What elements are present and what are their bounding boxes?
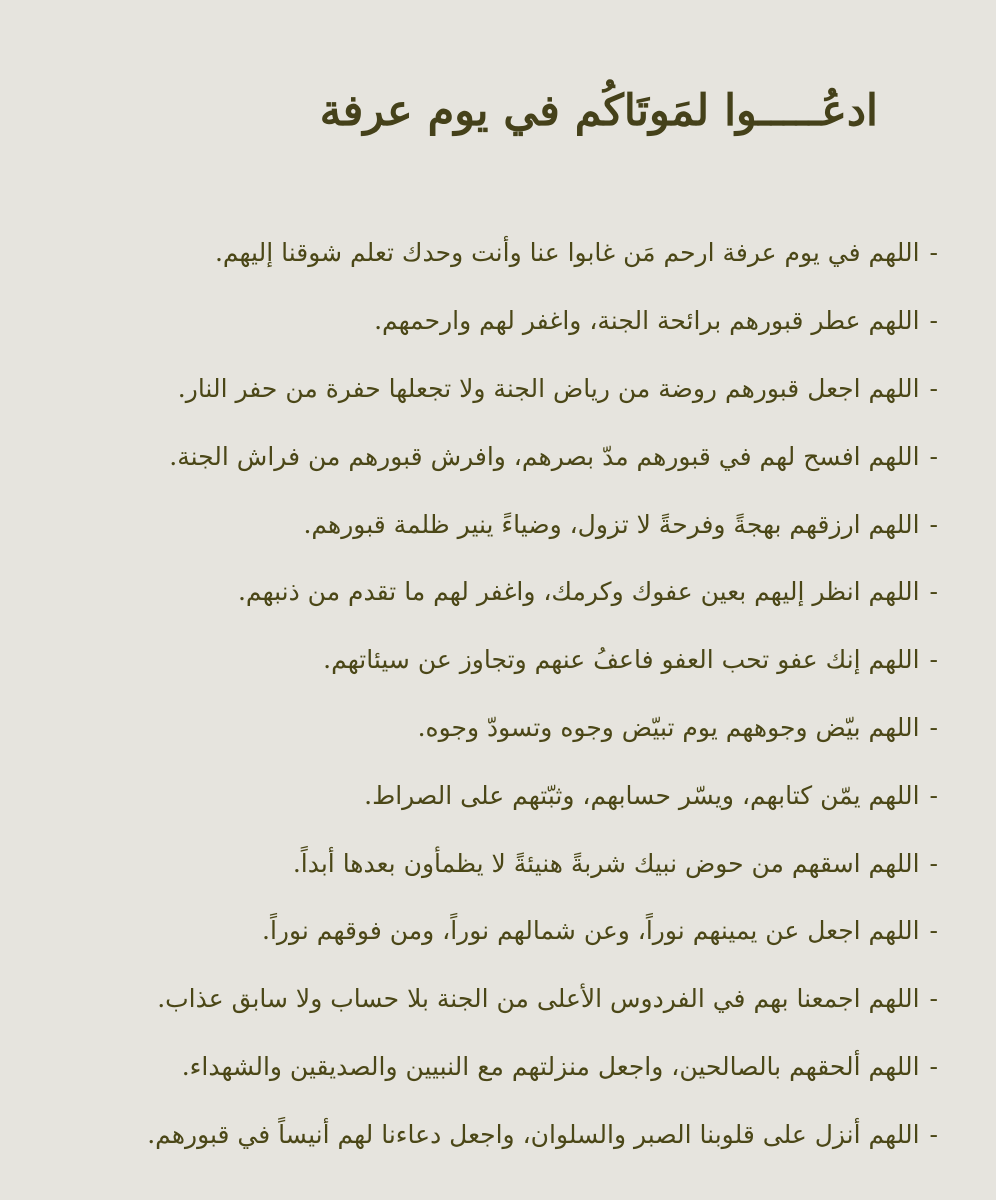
prayer-item [40, 761, 938, 829]
page-title: ادعُـــــوا لمَوتَاكُم في يوم عرفة [319, 86, 878, 136]
bullet-dash: - [929, 509, 938, 539]
prayer-text: اللهم انظر إليهم بعين عفوك وكرمك، واغفر لهم ما تقدم من ذنبهم. [237, 577, 920, 607]
bullet-dash: - [929, 780, 938, 810]
prayer-text: اللهم يمّن كتابهم، ويسّر حسابهم، وثبّتهم على الصراط. [364, 780, 920, 810]
prayer-text: اللهم افسح لهم في قبورهم مدّ بصرهم، وافرش قبورهم من فراش الجنة. [169, 441, 920, 471]
bullet-dash: - [929, 916, 938, 946]
bullet-dash: - [929, 441, 938, 471]
bullet-dash: - [929, 984, 938, 1014]
prayer-item [40, 965, 938, 1033]
prayer-item [40, 422, 938, 490]
bullet-dash: - [929, 373, 938, 403]
bullet-dash: - [929, 712, 938, 742]
bullet-dash: - [929, 577, 938, 607]
prayer-item [40, 287, 938, 355]
bullet-dash: - [929, 1051, 938, 1081]
prayer-item [40, 829, 938, 897]
bullet-dash: - [929, 645, 938, 675]
prayer-text: اللهم ألحقهم بالصالحين، واجعل منزلتهم مع النبيين والصديقين والشهداء. [181, 1051, 920, 1081]
prayer-text: اللهم ارزقهم بهجةً وفرحةً لا تزول، وضياءً ينير ظلمة قبورهم. [303, 509, 920, 539]
prayer-item [40, 355, 938, 423]
prayer-item [40, 626, 938, 694]
prayer-text: اللهم اجعل قبورهم روضة من رياض الجنة ولا تجعلها حفرة من حفر النار. [177, 373, 920, 403]
bullet-dash: - [929, 306, 938, 336]
prayer-item [40, 1033, 938, 1101]
bullet-dash: - [929, 238, 938, 268]
prayer-item [40, 490, 938, 558]
bullet-dash: - [929, 1119, 938, 1149]
prayer-item [40, 1100, 938, 1168]
prayer-item [40, 219, 938, 287]
prayer-item [40, 897, 938, 965]
prayer-item [40, 694, 938, 762]
prayer-text: اللهم أنزل على قلوبنا الصبر والسلوان، واجعل دعاءنا لهم أنيساً في قبورهم. [147, 1119, 920, 1149]
prayer-list [40, 219, 938, 1168]
prayer-text: اللهم اجمعنا بهم في الفردوس الأعلى من الجنة بلا حساب ولا سابق عذاب. [157, 984, 920, 1014]
prayer-text: اللهم اجعل عن يمينهم نوراً، وعن شمالهم نوراً، ومن فوقهم نوراً. [262, 916, 920, 946]
prayer-text: اللهم بيّض وجوههم يوم تبيّض وجوه وتسودّ وجوه. [417, 712, 920, 742]
prayer-text: اللهم في يوم عرفة ارحم مَن غابوا عنا وأنت وحدك تعلم شوقنا إليهم. [214, 238, 920, 268]
prayer-text: اللهم اسقهم من حوض نبيك شربةً هنيئةً لا يظمأون بعدها أبداً. [292, 848, 920, 878]
prayer-text: اللهم عطر قبورهم برائحة الجنة، واغفر لهم وارحمهم. [374, 306, 920, 336]
prayer-text: اللهم إنك عفو تحب العفو فاعفُ عنهم وتجاوز عن سيئاتهم. [323, 645, 920, 675]
prayer-item [40, 558, 938, 626]
bullet-dash: - [929, 848, 938, 878]
